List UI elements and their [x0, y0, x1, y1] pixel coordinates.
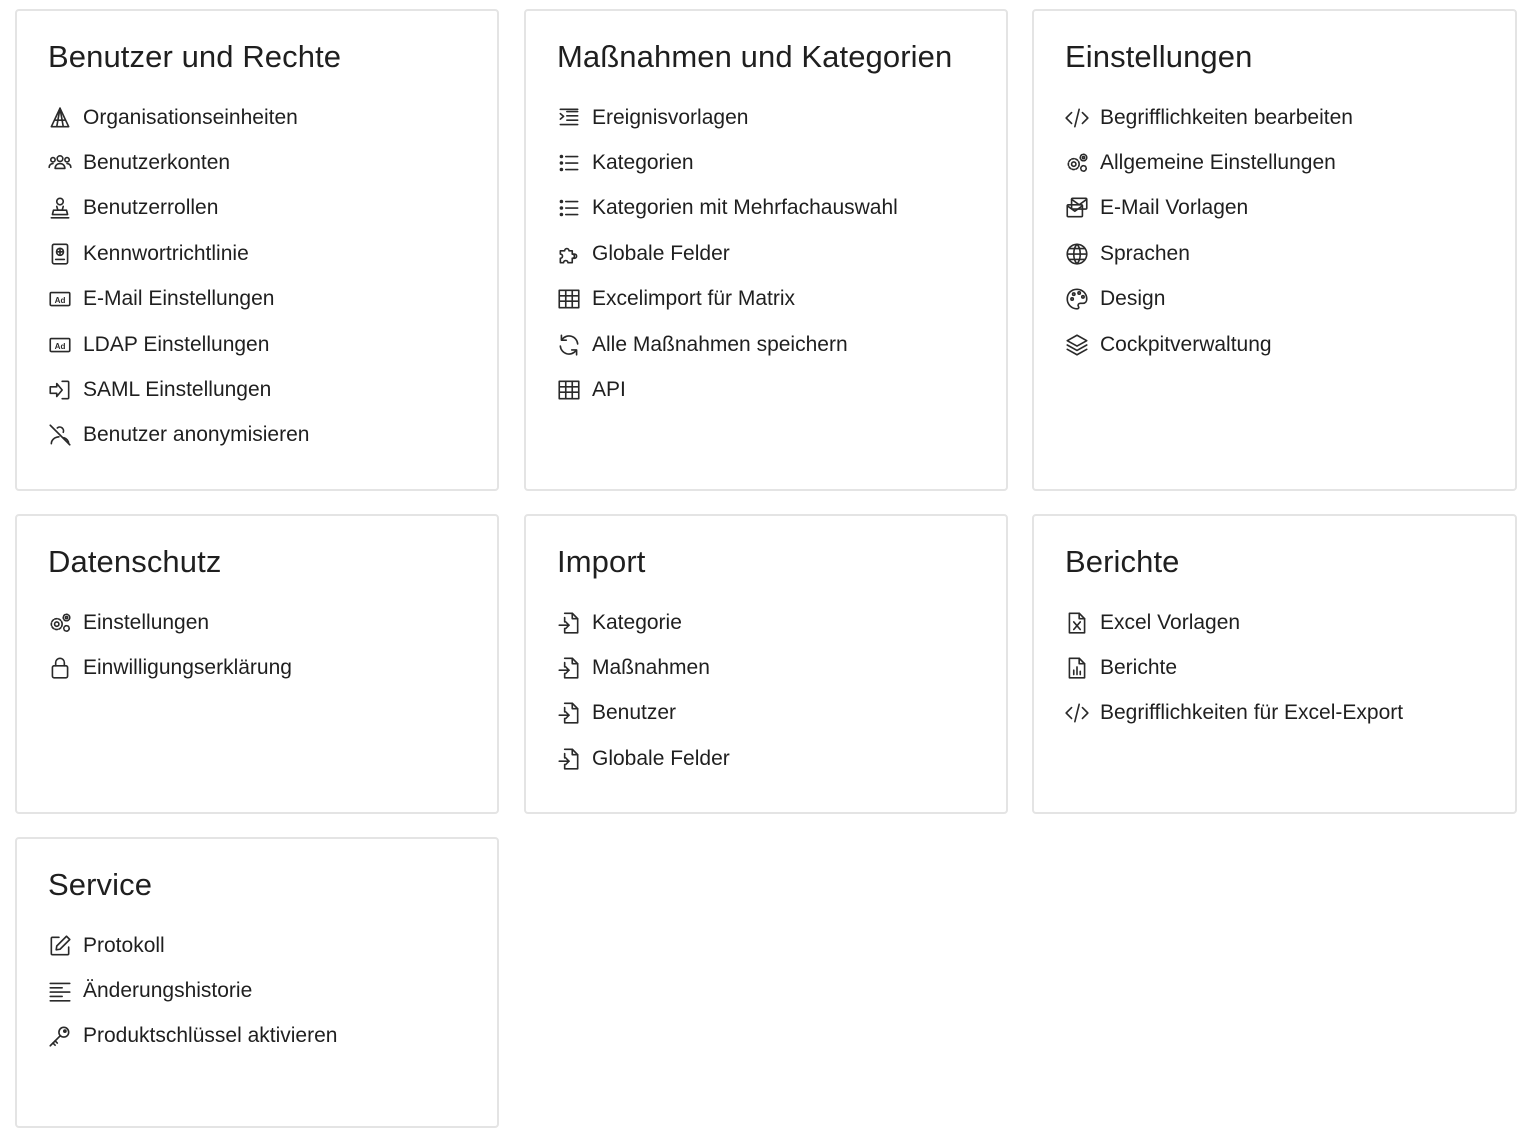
file-chart-icon [1064, 655, 1090, 681]
users-icon [47, 150, 73, 176]
menu-item-label: Benutzer [592, 701, 677, 725]
key-icon [47, 1023, 73, 1049]
file-import-icon [556, 746, 582, 772]
list-icon [556, 150, 582, 176]
card-menu [1064, 95, 1353, 367]
code-icon [1064, 700, 1090, 726]
menu-item-label: Design [1100, 287, 1166, 311]
menu-item-label: Cockpitverwaltung [1100, 332, 1272, 356]
card-menu [47, 600, 292, 691]
palette-icon [1064, 286, 1090, 312]
gears-icon [1064, 150, 1090, 176]
card-service [15, 837, 499, 1128]
menu-item-label: Kategorien [592, 151, 694, 175]
card-title: Datenschutz [48, 544, 222, 579]
gears-icon [47, 610, 73, 636]
login-icon [47, 377, 73, 403]
puzzle-icon [556, 241, 582, 267]
menu-item-begrifflichkeiten-excel-export[interactable] [1064, 691, 1403, 736]
menu-item-import-globale-felder[interactable] [556, 736, 730, 781]
card-datenschutz [15, 514, 499, 814]
menu-item-label: Globale Felder [592, 746, 730, 770]
menu-item-email-vorlagen[interactable] [1064, 186, 1353, 231]
menu-item-label: E-Mail Vorlagen [1100, 196, 1249, 220]
file-import-icon [556, 610, 582, 636]
menu-item-label: Alle Maßnahmen speichern [592, 332, 848, 356]
menu-item-allgemeine-einstellungen[interactable] [1064, 140, 1353, 185]
file-import-icon [556, 700, 582, 726]
menu-item-sprachen[interactable] [1064, 231, 1353, 276]
card-berichte [1032, 514, 1517, 814]
menu-item-saml-einstellungen[interactable] [47, 367, 309, 412]
lock-icon [47, 655, 73, 681]
menu-item-berichte[interactable] [1064, 645, 1403, 690]
align-left-icon [47, 978, 73, 1004]
menu-item-label: Änderungshistorie [83, 979, 253, 1003]
menu-item-email-einstellungen[interactable] [47, 277, 309, 322]
refresh-icon [556, 332, 582, 358]
card-title: Benutzer und Rechte [48, 39, 342, 74]
password-policy-icon [47, 241, 73, 267]
menu-item-label: Kennwortrichtlinie [83, 241, 249, 265]
card-title: Import [557, 544, 646, 579]
menu-item-excelimport-matrix[interactable] [556, 277, 898, 322]
menu-item-label: Excel Vorlagen [1100, 610, 1241, 634]
card-massnahmen-und-kategorien [524, 9, 1008, 491]
menu-item-label: Maßnahmen [592, 656, 710, 680]
svg-text:Ad: Ad [54, 341, 66, 351]
menu-item-label: Excelimport für Matrix [592, 287, 796, 311]
menu-item-api[interactable] [556, 367, 898, 412]
list-icon [556, 195, 582, 221]
menu-item-kennwortrichtlinie[interactable] [47, 231, 309, 276]
menu-item-produktschluessel-aktivieren[interactable] [47, 1014, 337, 1059]
menu-item-label: Sprachen [1100, 241, 1190, 265]
menu-item-ldap-einstellungen[interactable] [47, 322, 309, 367]
card-import [524, 514, 1008, 814]
menu-item-kategorien-mehrfachauswahl[interactable] [556, 186, 898, 231]
menu-item-import-kategorie[interactable] [556, 600, 730, 645]
menu-item-label: LDAP Einstellungen [83, 332, 270, 356]
card-menu [47, 923, 337, 1059]
user-role-icon [47, 195, 73, 221]
card-title: Einstellungen [1065, 39, 1253, 74]
ad-icon [47, 286, 73, 312]
menu-item-excel-vorlagen[interactable] [1064, 600, 1403, 645]
layers-icon [1064, 332, 1090, 358]
menu-item-aenderungshistorie[interactable] [47, 968, 337, 1013]
org-units-icon [47, 105, 73, 131]
menu-item-label: Organisationseinheiten [83, 105, 298, 129]
menu-item-design[interactable] [1064, 277, 1353, 322]
card-title: Berichte [1065, 544, 1180, 579]
menu-item-benutzerkonten[interactable] [47, 140, 309, 185]
globe-icon [1064, 241, 1090, 267]
card-title: Service [48, 867, 153, 902]
file-excel-icon [1064, 610, 1090, 636]
menu-item-label: Begrifflichkeiten bearbeiten [1100, 105, 1353, 129]
card-menu [47, 95, 309, 458]
menu-item-label: Kategorien mit Mehrfachauswahl [592, 196, 898, 220]
menu-item-benutzer-anonymisieren[interactable] [47, 413, 309, 458]
card-benutzer-und-rechte [15, 9, 499, 491]
menu-item-label: Protokoll [83, 933, 165, 957]
file-import-icon [556, 655, 582, 681]
menu-item-label: Allgemeine Einstellungen [1100, 151, 1336, 175]
table-icon [556, 377, 582, 403]
menu-item-organisationseinheiten[interactable] [47, 95, 309, 140]
menu-item-cockpitverwaltung[interactable] [1064, 322, 1353, 367]
menu-item-label: Benutzerrollen [83, 196, 219, 220]
menu-item-einwilligungserklaerung[interactable] [47, 645, 292, 690]
menu-item-label: Einwilligungserklärung [83, 656, 292, 680]
menu-item-import-benutzer[interactable] [556, 691, 730, 736]
menu-item-label: Globale Felder [592, 241, 730, 265]
table-icon [556, 286, 582, 312]
svg-text:Ad: Ad [54, 296, 66, 306]
menu-item-begrifflichkeiten-bearbeiten[interactable] [1064, 95, 1353, 140]
menu-item-label: Produktschlüssel aktivieren [83, 1024, 338, 1048]
card-menu [1064, 600, 1403, 736]
menu-item-label: Begrifflichkeiten für Excel-Export [1100, 701, 1404, 725]
menu-item-label: Einstellungen [83, 610, 210, 634]
card-title: Maßnahmen und Kategorien [557, 39, 953, 74]
menu-item-label: Benutzer anonymisieren [83, 423, 310, 447]
menu-item-benutzerrollen[interactable] [47, 186, 309, 231]
menu-item-label: Kategorie [592, 610, 682, 634]
menu-item-label: Benutzerkonten [83, 151, 231, 175]
menu-item-alle-massnahmen-speichern[interactable] [556, 322, 898, 367]
menu-item-protokoll[interactable] [47, 923, 337, 968]
card-menu [556, 600, 730, 782]
menu-item-label: E-Mail Einstellungen [83, 287, 275, 311]
edit-icon [47, 933, 73, 959]
menu-item-label: SAML Einstellungen [83, 378, 272, 402]
menu-item-kategorien[interactable] [556, 140, 898, 185]
card-menu [556, 95, 898, 413]
menu-item-label: Berichte [1100, 656, 1178, 680]
user-off-icon [47, 422, 73, 448]
menu-item-label: Ereignisvorlagen [592, 105, 749, 129]
ad-icon [47, 332, 73, 358]
menu-item-globale-felder[interactable] [556, 231, 898, 276]
code-icon [1064, 105, 1090, 131]
menu-item-ereignisvorlagen[interactable] [556, 95, 898, 140]
card-einstellungen [1032, 9, 1517, 491]
indent-list-icon [556, 105, 582, 131]
menu-item-datenschutz-einstellungen[interactable] [47, 600, 292, 645]
menu-item-label: API [592, 378, 626, 402]
menu-item-import-massnahmen[interactable] [556, 645, 730, 690]
mail-template-icon [1064, 195, 1090, 221]
